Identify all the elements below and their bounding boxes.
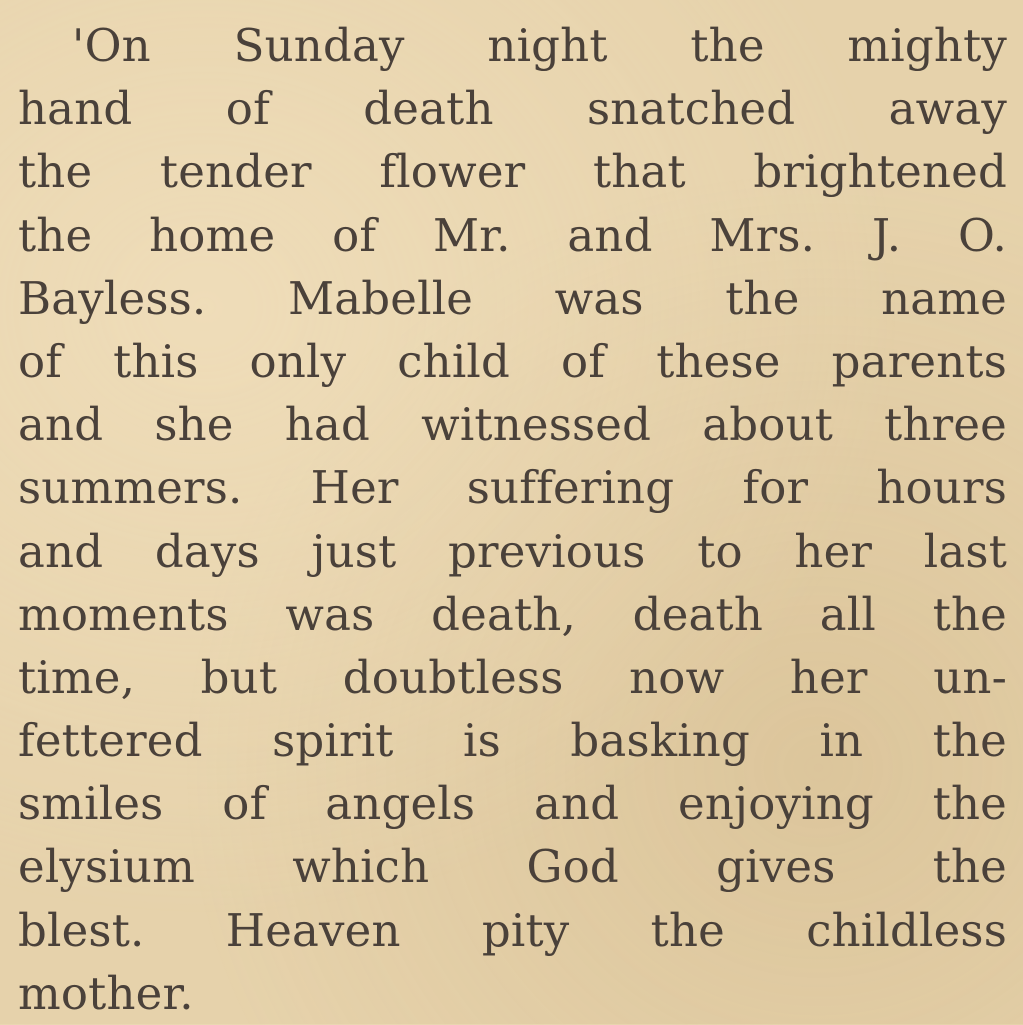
text-line: Bayless. Mabelle was the name <box>18 271 1007 325</box>
text-line: blest. Heaven pity the childless <box>18 903 1007 957</box>
text-line: time, but doubtless now her un- <box>18 650 1007 704</box>
text-line: moments was death, death all the <box>18 587 1007 641</box>
text-line: the tender flower that brightened <box>18 145 1007 199</box>
text-line: mother. <box>18 966 194 1020</box>
text-line: summers. Her suffering for hours <box>18 461 1007 515</box>
text-line: and days just previous to her last <box>18 524 1007 578</box>
text-line: hand of death snatched away <box>18 82 1007 136</box>
text-line: of this only child of these parents <box>18 334 1007 388</box>
text-line: fettered spirit is basking in the <box>18 714 1007 768</box>
text-line: and she had witnessed about three <box>18 398 1007 452</box>
text-line: 'On Sunday night the mighty <box>72 19 1007 72</box>
text-line: elysium which God gives the <box>18 840 1007 894</box>
text-line: the home of Mr. and Mrs. J. O. <box>18 208 1007 262</box>
text-line: smiles of angels and enjoying the <box>18 777 1007 831</box>
obituary-text <box>18 14 1007 1025</box>
